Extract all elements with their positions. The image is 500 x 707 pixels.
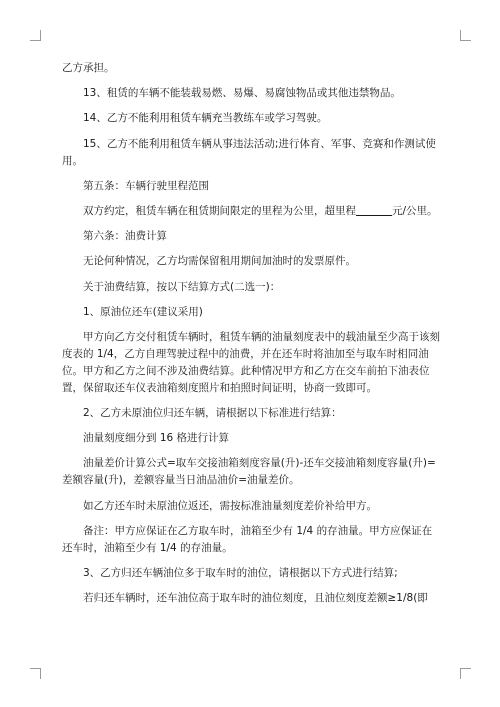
paragraph: 关于油费结算，按以下结算方式(二选一)： [83,280,281,293]
crop-mark-bottom-left [30,668,41,679]
paragraph-suffix: 元/公里。 [392,204,438,217]
paragraph: 油量差价计算公式=取车交接油箱刻度容量(升)-还车交接油箱刻度容量(升)=差额容量(升)，差额容量当日油品油价=油量差价。 [62,457,436,487]
paragraph-text: 双方约定，租赁车辆在租赁期间限定的里程为公里，超里程 [83,204,356,217]
section-heading: 第五条：车辆行驶里程范围 [83,179,209,192]
paragraph: 无论何种情况，乙方均需保留租用期间加油时的发票原件。 [83,255,356,268]
paragraph: 1、原油位还车(建议采用) [83,305,203,318]
paragraph: 2、乙方未原油位归还车辆，请根据以下标准进行结算： [83,407,342,420]
paragraph: 13、租赁的车辆不能装载易燃、易爆、易腐蚀物品或其他违禁物品。 [83,87,401,100]
fill-in-blank [356,204,392,216]
paragraph: 14、乙方不能利用租赁车辆充当教练车或学习驾驶。 [83,112,328,125]
paragraph: 乙方承担。 [62,62,115,74]
document-body [62,60,440,615]
crop-mark-top-right [460,30,471,41]
paragraph: 若归还车辆时，还车油位高于取车时的油位刻度，且油位刻度差额≥1/8(即 [83,592,428,605]
paragraph: 如乙方还车时未原油位返还，需按标准油量刻度差价补给甲方。 [83,499,377,512]
paragraph: 15、乙方不能利用租赁车辆从事违法活动;进行体育、军事、竞赛和作测试使用。 [62,137,436,167]
crop-mark-top-left [30,30,41,41]
paragraph: 甲方向乙方交付租赁车辆时，租赁车辆的油量刻度表中的载油量至少高于该刻度表的 1/4，乙方自理驾驶过程中的油费，并在还车时将油加至与取车时相同油位。甲方和乙方之间不涉及油费结算。此种情况甲方和乙方在交车前拍下油表位置，保留取还车仪表油箱刻度照片和拍照时间证明，协商一致即可。 [62,330,440,394]
section-heading: 第六条：油费计算 [83,230,167,243]
paragraph: 油量刻度细分到 16 格进行计算 [83,432,230,445]
paragraph-with-blank [62,203,440,220]
crop-mark-bottom-right [460,668,471,679]
paragraph: 3、乙方归还车辆油位多于取车时的油位，请根据以下方式进行结算; [83,567,398,579]
paragraph: 备注：甲方应保证在乙方取车时，油箱至少有 1/4 的存油量。甲方应保证在还车时，油箱至少有 1/4 的存油量。 [62,524,433,554]
